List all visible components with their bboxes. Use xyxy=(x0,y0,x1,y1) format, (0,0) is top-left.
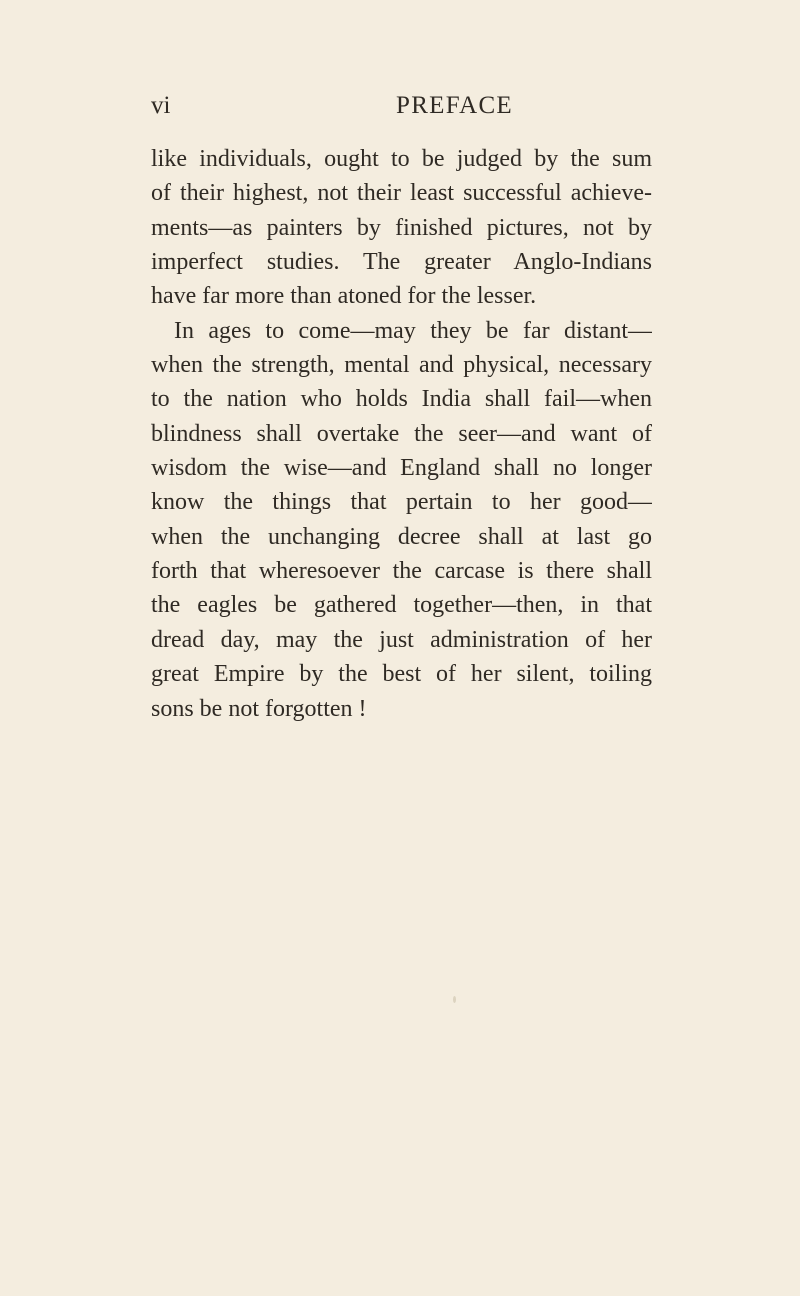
text-line: when the strength, mental and physical, necessary xyxy=(151,352,652,379)
text-line: great Empire by the best of her silent, toiling xyxy=(151,661,652,688)
chapter-title: PREFACE xyxy=(396,92,513,119)
text-line: to the nation who holds India shall fail—when xyxy=(151,386,652,413)
text-line: forth that wheresoever the carcase is there shall xyxy=(151,558,652,585)
text-line: have far more than atoned for the lesser. xyxy=(151,283,537,310)
text-line: imperfect studies. The greater Anglo-Indians xyxy=(151,249,652,276)
text-line: ments—as painters by finished pictures, not by xyxy=(151,214,652,241)
paragraph-start-line: In ages to come—may they be far distant— xyxy=(174,317,652,344)
text-line: sons be not forgotten ! xyxy=(151,695,367,722)
running-head xyxy=(151,92,651,120)
text-line: when the unchanging decree shall at last go xyxy=(151,523,652,550)
text-line: dread day, may the just administration of her xyxy=(151,626,652,653)
page-number: vi xyxy=(151,92,171,119)
text-line: like individuals, ought to be judged by the sum xyxy=(151,146,652,172)
text-line: wisdom the wise—and England shall no longer xyxy=(151,455,652,482)
text-line: know the things that pertain to her good— xyxy=(151,489,652,516)
text-line: blindness shall overtake the seer—and want of xyxy=(151,420,652,447)
text-line: of their highest, not their least successful achieve- xyxy=(151,180,652,207)
preface-text xyxy=(151,142,652,726)
paper-speck xyxy=(453,996,456,1003)
text-line: the eagles be gathered together—then, in that xyxy=(151,592,652,619)
